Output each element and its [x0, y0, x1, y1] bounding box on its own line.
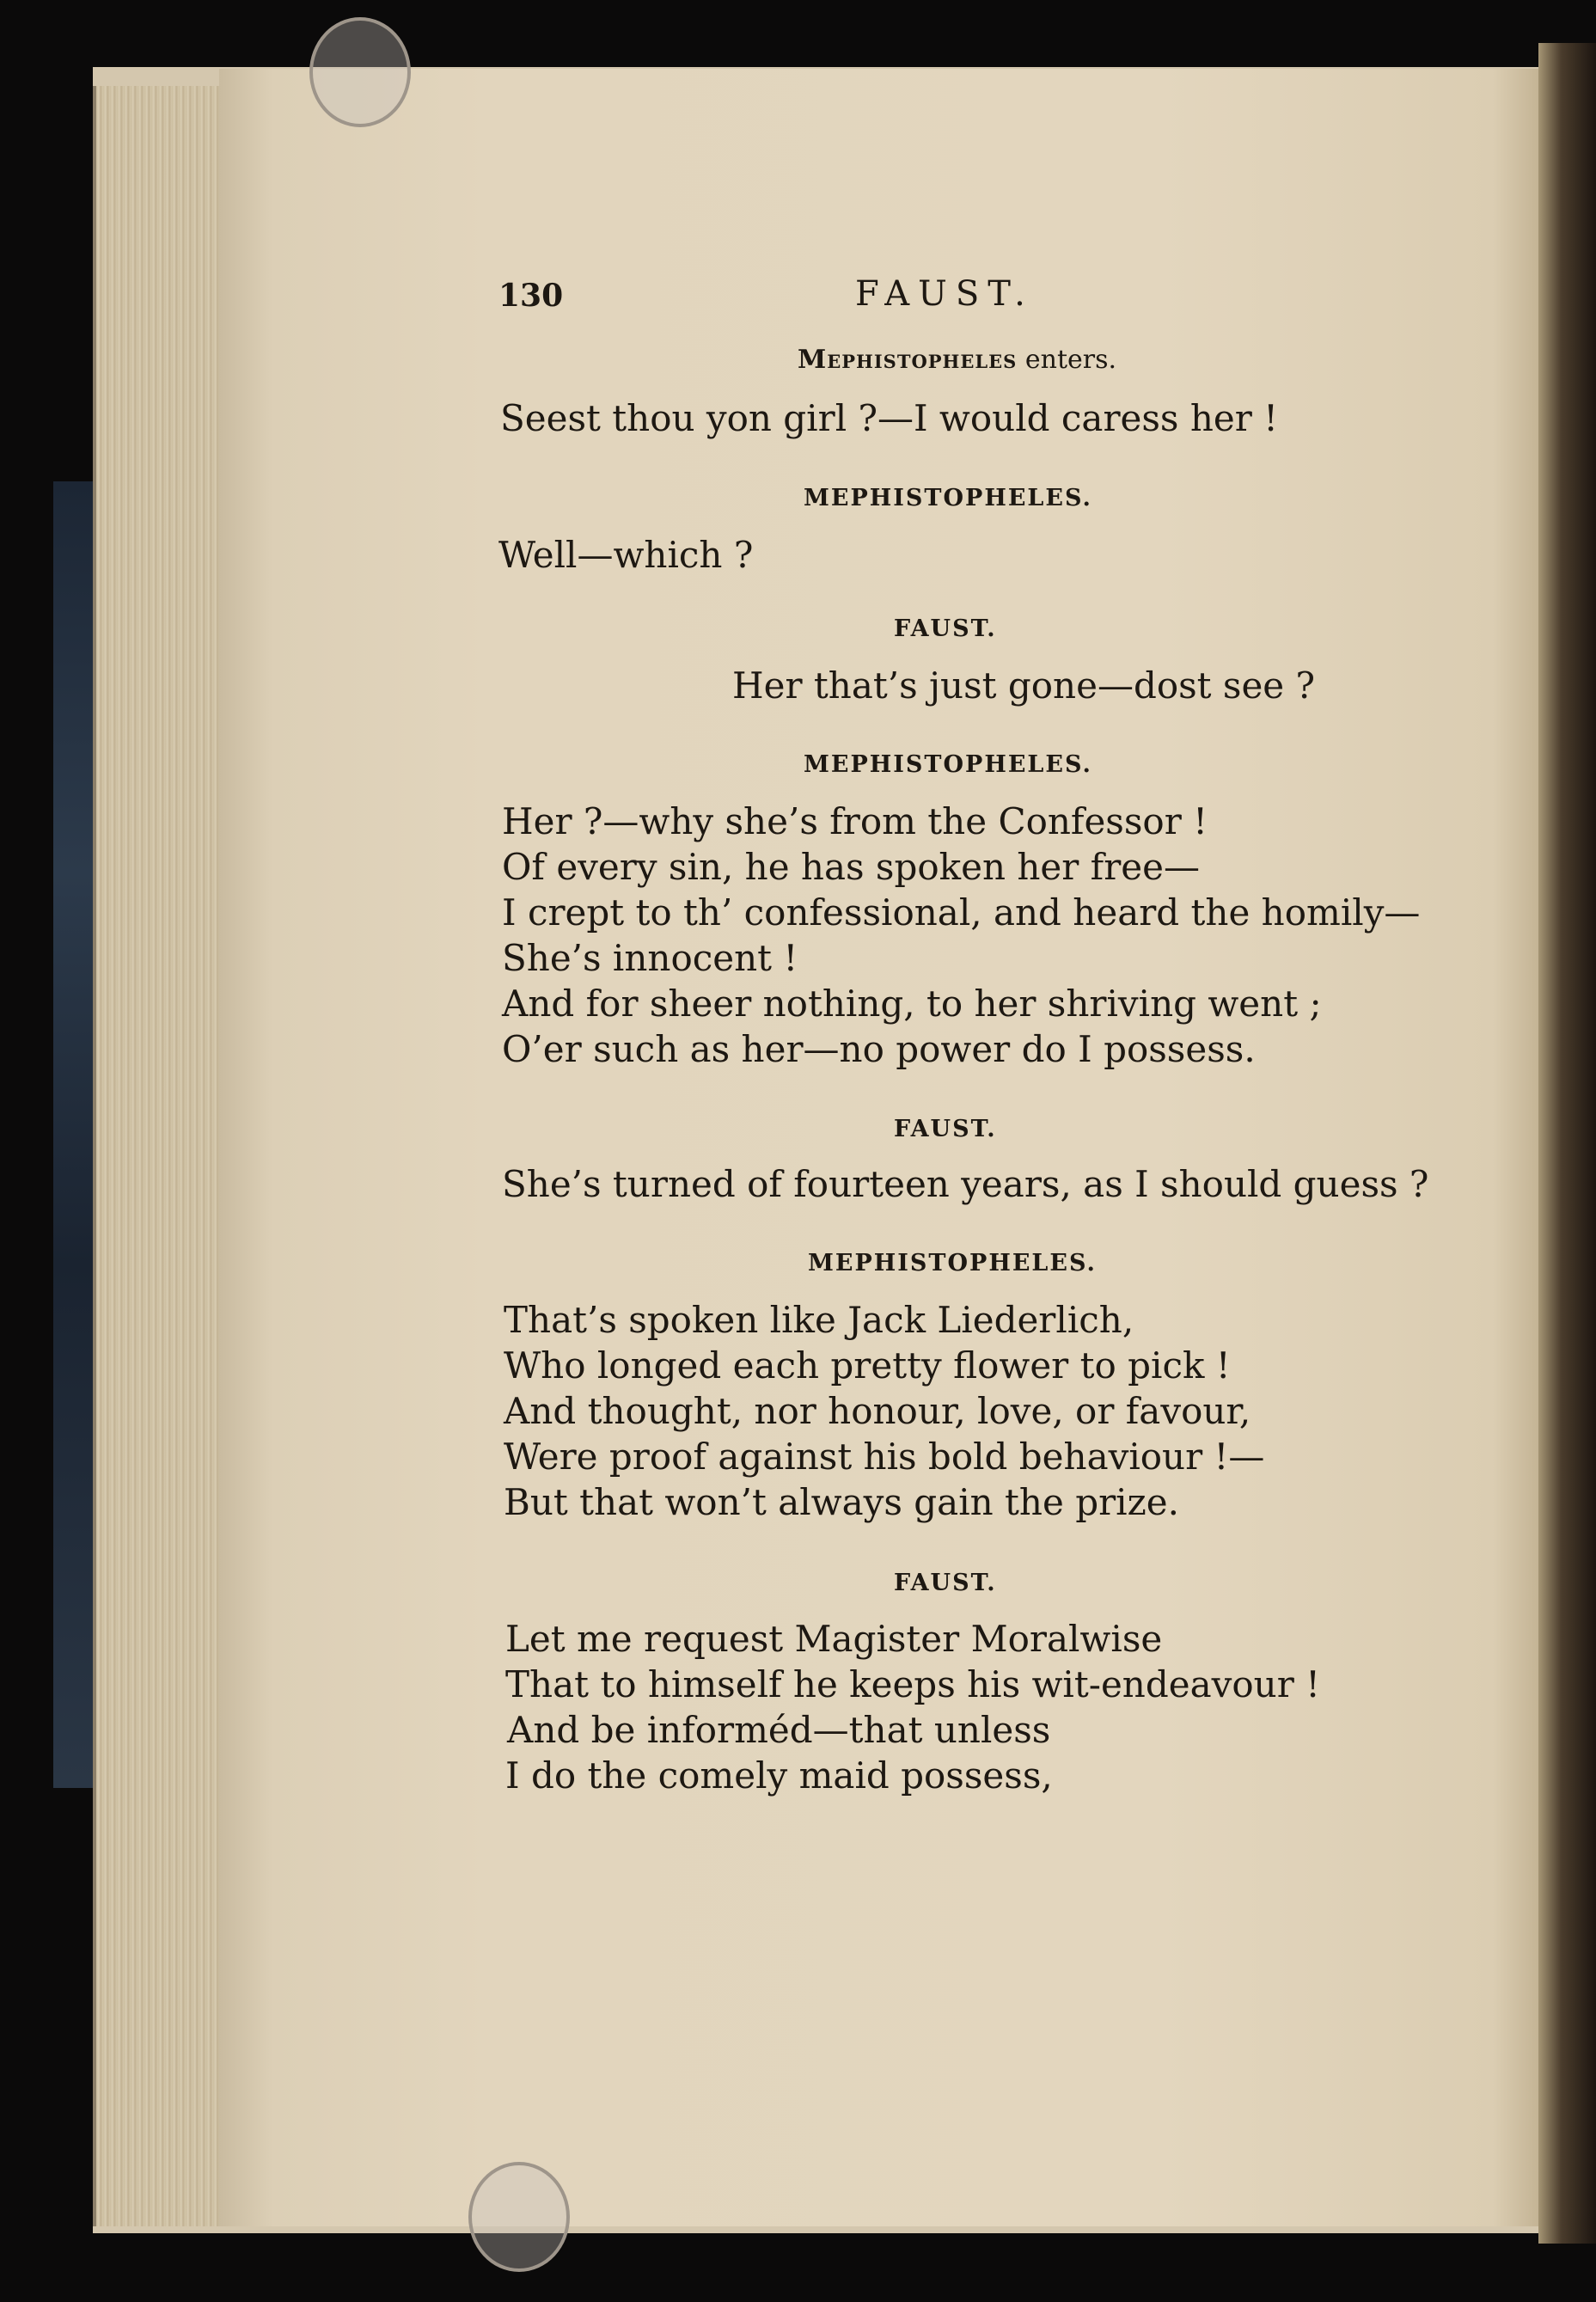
verse-line: But that won’t always gain the prize. [504, 1481, 1179, 1523]
verse-line: Of every sin, he has spoken her free— [502, 846, 1201, 888]
verse-line: I do the comely maid possess, [505, 1754, 1053, 1797]
speaker-heading: MEPHISTOPHELES. [804, 485, 1092, 511]
stage-direction [798, 347, 1116, 373]
verse-line: And for sheer nothing, to her shriving went ; [502, 983, 1322, 1025]
verse-line: She’s innocent ! [502, 937, 798, 979]
verse-line: Let me request Magister Moralwise [505, 1618, 1163, 1660]
page-number: 130 [498, 278, 564, 314]
verse-line: She’s turned of fourteen years, as I should guess ? [502, 1163, 1429, 1205]
verse-line: I crept to th’ confessional, and heard the homily— [502, 891, 1421, 934]
stage-direction-name: Mephistopheles [798, 345, 1018, 375]
speaker-heading: FAUST. [894, 1570, 997, 1596]
verse-line: That to himself he keeps his wit-endeavour ! [505, 1663, 1320, 1705]
verse-line: And be informéd—that unless [507, 1709, 1051, 1751]
running-head: FAUST. [855, 274, 1034, 314]
speaker-heading: MEPHISTOPHELES. [804, 751, 1092, 778]
verse-line: And thought, nor honour, love, or favour, [504, 1390, 1251, 1432]
verse-line: Well—which ? [498, 534, 754, 576]
verse-line: Her that’s just gone—dost see ? [732, 664, 1316, 707]
verse-line: Who longed each pretty flower to pick ! [504, 1344, 1231, 1387]
speaker-heading: FAUST. [894, 615, 997, 642]
speaker-heading: MEPHISTOPHELES. [808, 1250, 1097, 1277]
verse-line: Were proof against his bold behaviour !— [504, 1436, 1265, 1478]
stage-direction-action: enters. [1017, 345, 1117, 375]
speaker-heading: FAUST. [894, 1116, 997, 1142]
verse-line: That’s spoken like Jack Liederlich, [504, 1299, 1134, 1341]
verse-line: O’er such as her—no power do I possess. [502, 1028, 1256, 1070]
verse-line: Her ?—why she’s from the Confessor ! [502, 800, 1208, 842]
verse-line: Seest thou yon girl ?—I would caress her ! [500, 397, 1279, 439]
